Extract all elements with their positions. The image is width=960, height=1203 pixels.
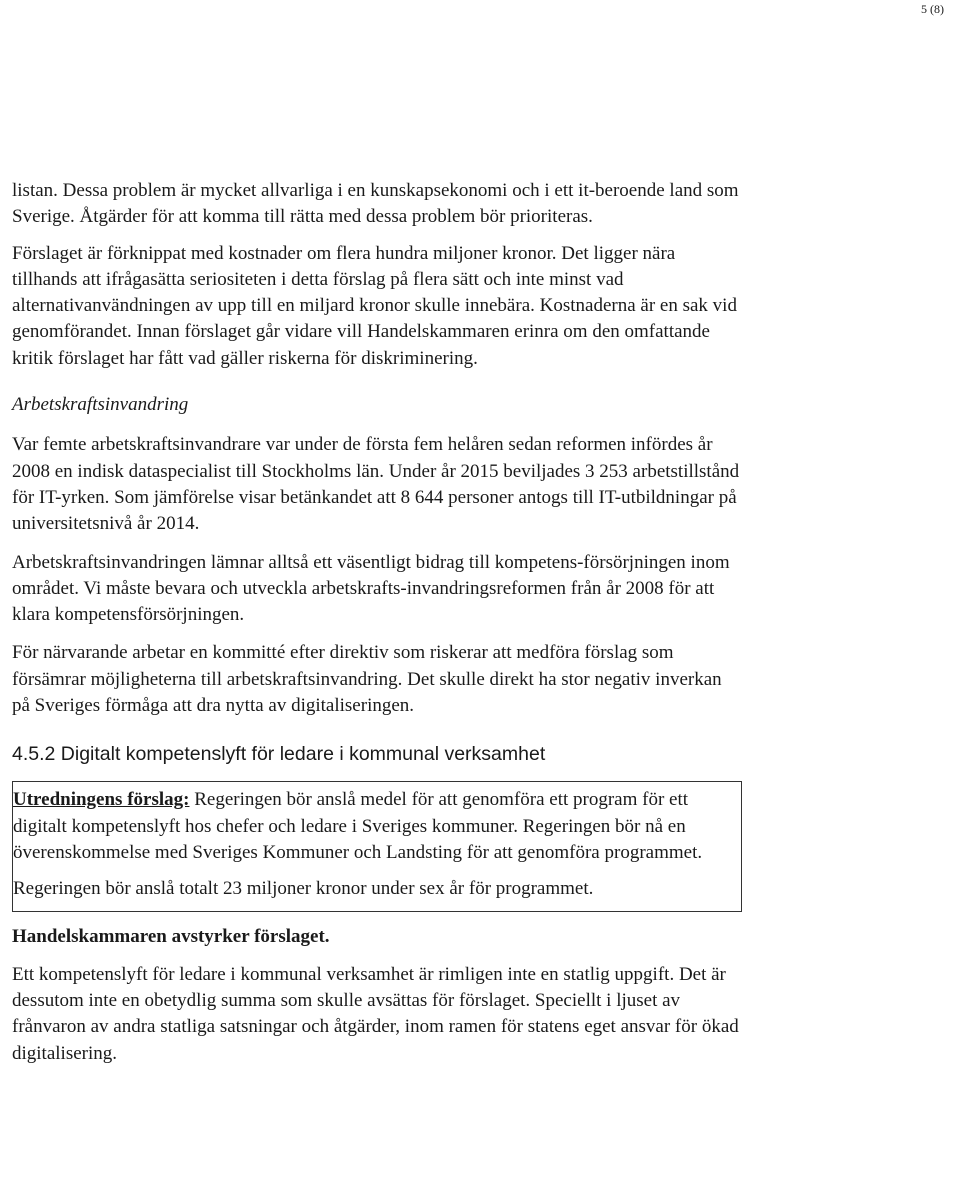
paragraph-continuation: listan. Dessa problem är mycket allvarliga i en kunskapsekonomi och i ett it-beroende land som Sverige. Åtgärder för att komma till rätta med dessa problem bör prioriteras.: [12, 180, 739, 228]
paragraph-labour-migration-contribution: Arbetskraftsinvandringen lämnar alltså ett väsentligt bidrag till kompetens-försörjningen inom området. Vi måste bevara och utveckla arbetskrafts-invandringsreformen från år 2008 för att klara kompetensförsörjningen.: [12, 551, 730, 626]
subsection-heading: 4.5.2 Digitalt kompetenslyft för ledare i kommunal verksamhet: [12, 743, 546, 766]
paragraph-costs: Förslaget är förknippat med kostnader om flera hundra miljoner kronor. Det ligger nära tillhands att ifrågasätta seriositeten i detta förslag på flera sätt och inte minst vad alternativanvändningen av upp till en miljard kronor skulle innebära. Kostnaderna är en sak vid genomförandet. Innan förslaget går vidare vill Handelskammaren erinra om den omfattande kritik förslaget har fått vad gäller riskerna för diskriminering.: [12, 242, 737, 369]
paragraph-committee-risk: För närvarande arbetar en kommitté efter direktiv som riskerar att medföra förslag som försämrar möjligheterna till arbetskraftsinvandring. Det skulle direkt ha stor negativ inverkan på Sveriges förmåga att dra nytta av digitaliseringen.: [12, 642, 722, 717]
paragraph-assessment: Ett kompetenslyft för ledare i kommunal verksamhet är rimligen inte en statlig uppgift. Det är dessutom inte en obetydlig summa som skulle avsättas för förslaget. Speciellt i ljuset av frånvaron av andra statliga satsningar och åtgärder, inom ramen för statens eget ansvar för ökad digitalisering.: [12, 963, 739, 1064]
paragraph-labour-migration-stats: Var femte arbetskraftsinvandrare var under de första fem helåren sedan reformen infördes år 2008 en indisk dataspecialist till Stockholms län. Under år 2015 beviljades 3 253 arbetstillstånd för IT-yrken. Som jämförelse visar betänkandet att 8 644 personer antogs till IT-utbildningar på universitetsnivå år 2014.: [12, 434, 740, 535]
proposal-text: Regeringen bör anslå medel för att genomföra ett program för ett digitalt kompetenslyft hos chefer och ledare i Sveriges kommuner. Regeringen bör nå en överenskommelse med Sveriges Kommuner och Landsting för att genomföra programmet.: [13, 789, 703, 863]
proposal-box: [12, 781, 742, 911]
section-heading: Arbetskraftsinvandring: [12, 394, 189, 416]
proposal-cost: Regeringen bör anslå totalt 23 miljoner kronor under sex år för programmet.: [13, 878, 594, 900]
document-body: [12, 178, 742, 1067]
proposal-paragraph: [13, 787, 727, 866]
verdict: Handelskammaren avstyrker förslaget.: [12, 925, 330, 947]
page-number: 5 (8): [921, 2, 944, 16]
proposal-label: Utredningens förslag:: [13, 789, 190, 811]
